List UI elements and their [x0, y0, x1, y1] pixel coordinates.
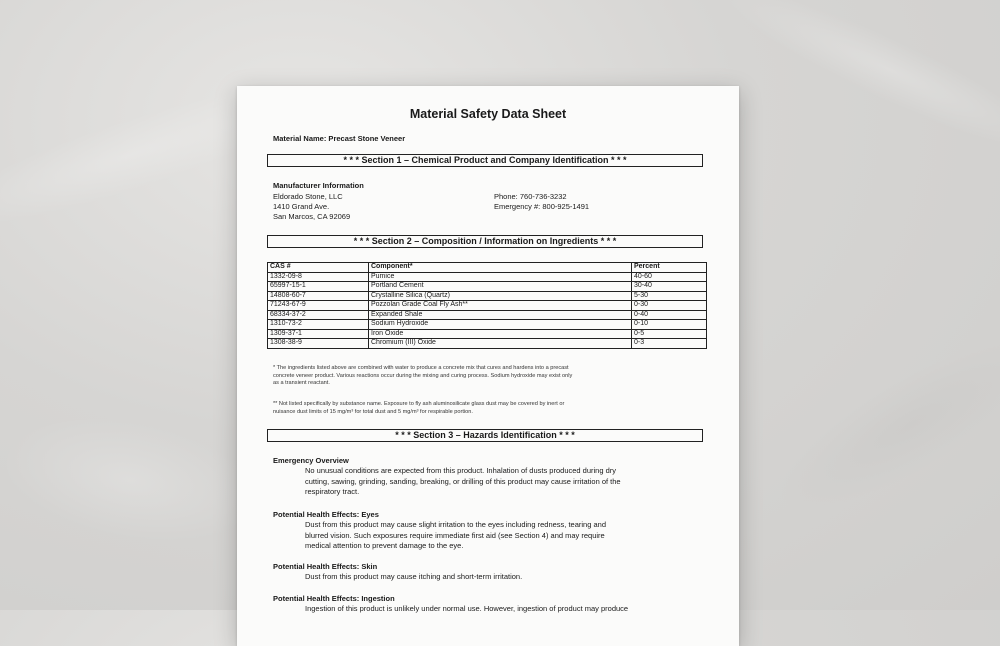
marble-vein	[705, 0, 1000, 177]
component-cell: Iron Oxide	[369, 329, 632, 339]
cas-cell: 1332-09-8	[268, 272, 369, 282]
footnote-2-line-1: ** Not listed specifically by substance name. Exposure to fly ash aluminosilicate glass dust may be covered by inert or	[273, 401, 565, 407]
eyes-heading: Potential Health Effects: Eyes	[273, 510, 379, 519]
emergency-number: Emergency #: 800-925-1491	[494, 202, 590, 211]
header-component: Component*	[369, 263, 632, 273]
eyes-line-3: medical attention to prevent damage to the eye.	[305, 541, 464, 550]
section-1-header: * * * Section 1 – Chemical Product and Company Identification * * *	[267, 154, 703, 167]
footnote-1-line-3: as a transient reactant.	[273, 380, 330, 386]
skin-heading: Potential Health Effects: Skin	[273, 562, 378, 571]
component-cell: Chromium (III) Oxide	[369, 339, 632, 349]
cas-cell: 68334-37-2	[268, 310, 369, 320]
cas-cell: 71243-67-9	[268, 301, 369, 311]
marble-vein	[758, 311, 1000, 539]
percent-cell: 0-40	[632, 310, 707, 320]
ingestion-heading: Potential Health Effects: Ingestion	[273, 594, 395, 603]
percent-cell: 0-30	[632, 301, 707, 311]
marble-vein	[0, 398, 268, 561]
company-name: Eldorado Stone, LLC	[273, 192, 343, 201]
percent-cell: 5-30	[632, 291, 707, 301]
manufacturer-heading: Manufacturer Information	[273, 181, 364, 190]
msds-document	[237, 86, 739, 646]
cas-cell: 1310-73-2	[268, 320, 369, 330]
table-row	[268, 282, 707, 292]
address-line-1: 1410 Grand Ave.	[273, 202, 330, 211]
table-row	[268, 301, 707, 311]
percent-cell: 0-10	[632, 320, 707, 330]
percent-cell: 0-5	[632, 329, 707, 339]
component-cell: Portland Cement	[369, 282, 632, 292]
percent-cell: 30-40	[632, 282, 707, 292]
component-cell: Expanded Shale	[369, 310, 632, 320]
material-name: Material Name: Precast Stone Veneer	[273, 134, 406, 143]
phone-number: Phone: 760-736-3232	[494, 192, 567, 201]
cas-cell: 1308-38-9	[268, 339, 369, 349]
table-row	[268, 329, 707, 339]
table-row	[268, 291, 707, 301]
table-row	[268, 320, 707, 330]
address-line-2: San Marcos, CA 92069	[273, 212, 351, 221]
header-percent: Percent	[632, 263, 707, 273]
component-cell: Pozzolan Grade Coal Fly Ash**	[369, 301, 632, 311]
emergency-overview-line-3: respiratory tract.	[305, 487, 360, 496]
component-cell: Sodium Hydroxide	[369, 320, 632, 330]
percent-cell: 0-3	[632, 339, 707, 349]
table-header-row	[268, 263, 707, 273]
eyes-line-2: blurred vision. Such exposures require immediate first aid (see Section 4) and may require	[305, 530, 605, 540]
ingestion-line-1: Ingestion of this product is unlikely under normal use. However, ingestion of product may produce	[305, 604, 629, 613]
composition-table	[267, 262, 707, 349]
cas-cell: 1309-37-1	[268, 329, 369, 339]
table-row	[268, 272, 707, 282]
eyes-line-1: Dust from this product may cause slight irritation to the eyes including redness, tearing and	[305, 520, 606, 529]
emergency-overview-heading: Emergency Overview	[273, 456, 349, 465]
emergency-overview-line-1: No unusual conditions are expected from this product. Inhalation of dusts produced during dry	[305, 466, 617, 475]
section-2-header: * * * Section 2 – Composition / Information on Ingredients * * *	[267, 235, 703, 248]
header-cas: CAS #	[268, 263, 369, 273]
emergency-overview-line-2: cutting, sawing, grinding, sanding, breaking, or drilling of this product may cause irritation of the	[305, 476, 621, 486]
section-3-header: * * * Section 3 – Hazards Identification * * *	[267, 429, 703, 442]
skin-line-1: Dust from this product may cause itching and short-term irritation.	[305, 572, 523, 581]
footnote-1-line-2: concrete veneer product. Various reactions occur during the mixing and curing process. Sodium hydroxide may exist only	[273, 372, 573, 379]
table-row	[268, 339, 707, 349]
footnote-2-line-2: nuisance dust limits of 15 mg/m³ for total dust and 5 mg/m³ for respirable portion.	[273, 408, 473, 415]
cas-cell: 65997-15-1	[268, 282, 369, 292]
percent-cell: 40-60	[632, 272, 707, 282]
component-cell: Pumice	[369, 272, 632, 282]
component-cell: Crystalline Silica (Quartz)	[369, 291, 632, 301]
footnote-1-line-1: * The ingredients listed above are combined with water to produce a concrete mix that cures and hardens into a precast	[273, 365, 569, 371]
cas-cell: 14808-60-7	[268, 291, 369, 301]
table-row	[268, 310, 707, 320]
document-title: Material Safety Data Sheet	[409, 107, 567, 121]
